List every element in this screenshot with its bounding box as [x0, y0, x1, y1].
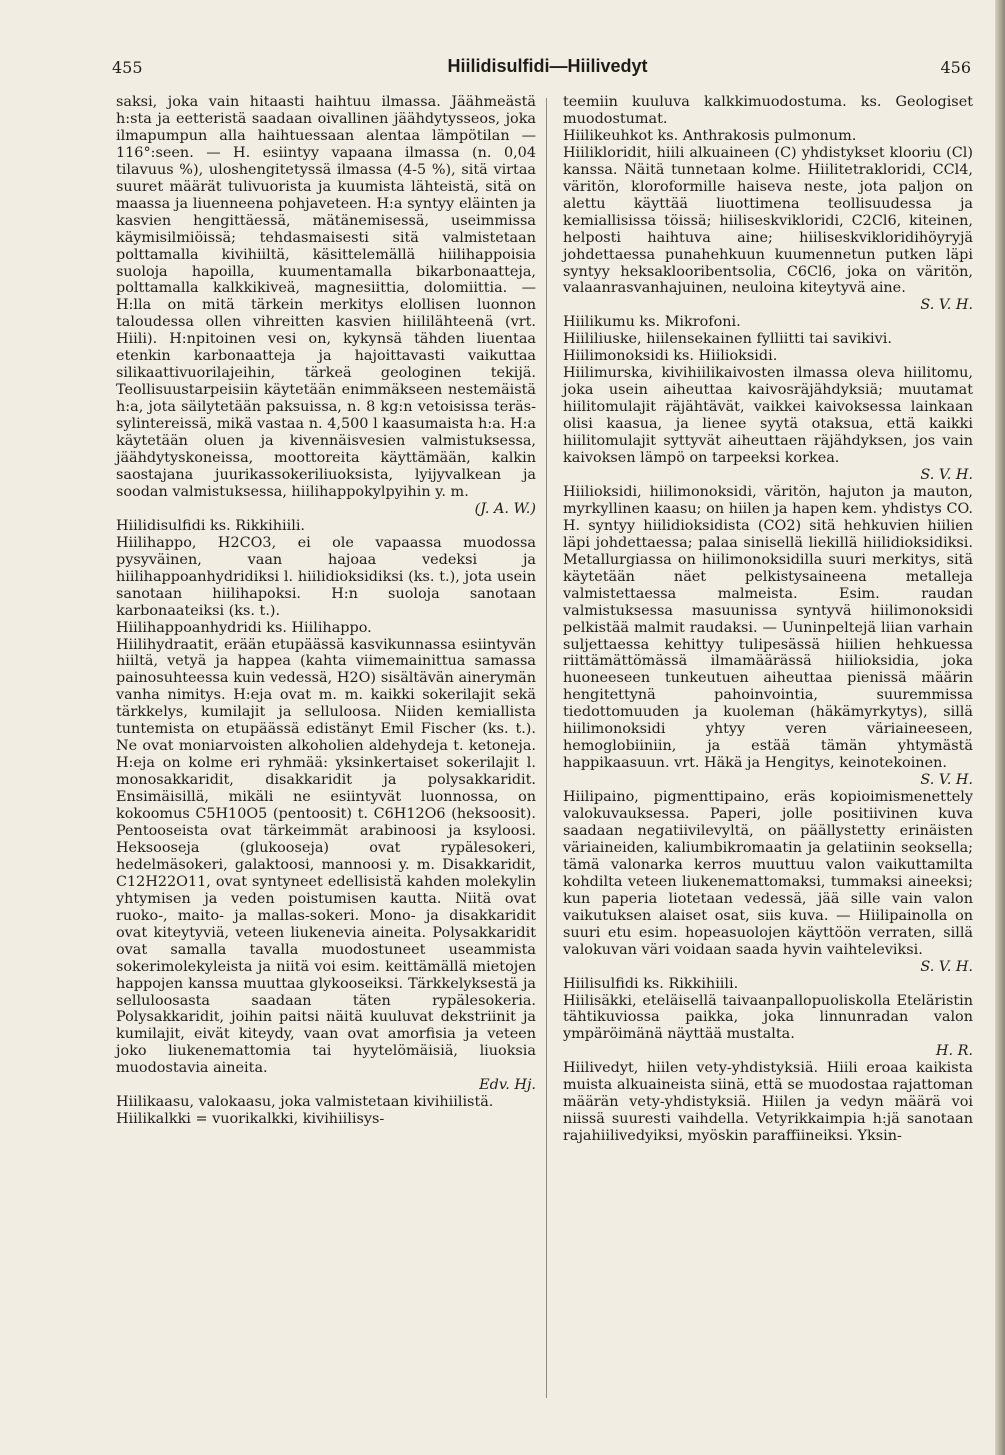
- page-header: [112, 50, 983, 84]
- entry: Hiilioksidi, hiilimonoksidi, väritön, hajuton ja mauton, myrkyllinen kaasu; on hiilen ja hapen kem. yhdistys CO. H. syntyy hiilidioksidista (CO2) sitä hehkuvien hiilien läpi johdettaessa; palaa sinisellä liekillä hiilidioksidiksi. Metallurgiassa on hiilimonoksidilla suuri merkitys, sitä käytetään näet pelkistysaineena metalleja valmistettaessa malmeista. Esim. raudan valmistuksessa masuunissa syntyvä hiilimonoksidi pelkistää malmit raudaksi. — Uuninpeltejä liian varhain suljettaessa kehittyy tulipesässä hiilien hehkuessa riittämättömässä ilmamäärässä hiilioksidia, joka huoneeseen tunkeutuen aiheuttaa pienissä määrin hengitettynä pahoinvointia, suuremmissa tiedottomuuden ja kuoleman (häkämyrkytys), sillä hiilimonoksidi yhtyy veren väriaineeseen, hemoglobiiniin, ja estää tämän yhtymästä happikaasuun. vrt. Häkä ja Hengitys, keinotekoinen.: [563, 483, 973, 772]
- signature: H. R.: [935, 1043, 973, 1060]
- entry: Hiilimurska, kivihiilikaivosten ilmassa oleva hiilitomu, joka usein aiheuttaa kaivosräjähdyksiä; muutamat hiilitomulajit räjähtävät, vaikkei kaivoksessa lainkaan olisi kaasua, ja lienee syytä otaksua, että kaikki hiilitomulajit syttyvät aiheuttaen räjähdyksen, jos vain kaivoksen lämpö on tarpeeksi korkea.: [563, 365, 973, 467]
- entry: Hiilikeuhkot ks. Anthrakosis pulmonum.: [563, 127, 857, 144]
- page-number-left: 455: [112, 58, 143, 77]
- right-column: [563, 94, 973, 1145]
- entry: Hiilidisulfidi ks. Rikkihiili.: [116, 517, 306, 534]
- signature: S. V. H.: [920, 958, 973, 975]
- running-title: Hiilidisulfidi—Hiilivedyt: [447, 56, 648, 76]
- left-column: [116, 94, 536, 1128]
- signature: S. V. H.: [920, 297, 973, 314]
- entry: Hiililiuske, hiilensekainen fylliitti tai savikivi.: [563, 331, 892, 348]
- entry: Hiilikumu ks. Mikrofoni.: [563, 314, 741, 331]
- signature: Edv. Hj.: [479, 1077, 536, 1094]
- signature: S. V. H.: [920, 466, 973, 483]
- signature: S. V. H.: [920, 772, 973, 789]
- entry: Hiilihydraatit, erään etupäässä kasvikunnassa esiintyvän hiiltä, vetyä ja happea (kahta viimemainittua samassa painosuhteessa kuin vedessä, H2O) sisältävän ainerymän vanha nimitys. H:eja ovat m. m. kaikki sokerilajit sekä tärkkelys, kumilajit ja selluloosa. Niiden kemiallista tuntemista on etupäässä edistänyt Emil Fischer (ks. t.). Ne ovat moniarvoisten alkoholien aldehydeja t. ketoneja. H:eja on kolme eri ryhmää: yksinkertaiset sokerilajit l. monosakkaridit, disakkaridit ja polysakkaridit. Ensimäisillä, mikäli ne esiintyvät luonnossa, on kokoomus C5H10O5 (pentoosit) t. C6H12O6 (heksoosit). Pentooseista ovat tärkeimmät arabinoosi ja ksyloosi. Heksooseja (glukooseja) ovat rypälesokeri, hedelmäsokeri, galaktoosi, mannoosi y. m. Disakkaridit, C12H22O11, ovat syntyneet edellisistä kahden molekylin yhtymisen ja veden poistumisen kautta. Niitä ovat ruoko-, maito- ja mallas-sokeri. Mono- ja disakkaridit ovat kiteytyviä, veteen liukenevia aineita. Polysakkaridit ovat samalla tavalla muodostuneet useammista sokerimolekyleista ja niitä voi esim. keittämällä mietojen happojen kanssa muuttaa glykooseiksi. Tärkkelyksestä ja selluloosasta saadaan täten rypälesokeria. Polysakkaridit, joihin paitsi näitä kuuluvat dekstriinit ja kumilajit, eivät kiteydy, vaan ovat amorfisia ja veteen joko liukenemattomia tai hyytelömäisiä, liuoksia muodostavia aineita.: [116, 636, 536, 1077]
- signature: (J. A. W.): [474, 500, 536, 517]
- entry: Hiilimonoksidi ks. Hiilioksidi.: [563, 348, 778, 365]
- entry: Hiilikloridit, hiili alkuaineen (C) yhdistykset klooriu (Cl) kanssa. Näitä tunnetaan kolme. Hiilitetrakloridi, CCl4, väritön, kloroformille haiseva neste, jota paljon on alettu käyttää liuottimena teollisuudessa ja kemiallisissa töissä; hiiliseskvikloridi, C2Cl6, kiteinen, helposti haihtuva aine; hiiliseskvikloridihöyryjä johdettaessa punahehkuun kuumennetun putken läpi syntyy heksaklooribentsolia, C6Cl6, joka on väritön, valaanrasvanhajuinen, neuloina kiteytyvä aine.: [563, 144, 973, 297]
- entry: Hiilivedyt, hiilen vety-yhdistyksiä. Hiili eroaa kaikista muista alkuaineista siinä, että se muodostaa rajattoman määrän vety-yhdistyksiä. Hiilen ja vedyn määrä voi niissä suuresti vaihdella. Vetyrikkaimpia h:jä sanotaan rajahiilivedyiksi, myöskin paraffiineiksi. Yksin-: [563, 1060, 973, 1145]
- page-edge-shadow: [995, 0, 1005, 1455]
- entry: Hiilikalkki = vuorikalkki, kivihiilisys-: [116, 1111, 385, 1128]
- column-divider: [546, 98, 547, 1398]
- paragraph: teemiin kuuluva kalkkimuodostuma. ks. Geologiset muodostumat.: [563, 94, 973, 127]
- entry: Hiilisulfidi ks. Rikkihiili.: [563, 975, 739, 992]
- entry: Hiilihappoanhydridi ks. Hiilihappo.: [116, 619, 372, 636]
- entry: Hiilipaino, pigmenttipaino, eräs kopioimismenettely valokuvauksessa. Paperi, jolle positiivinen kuva saadaan negatiivilevyltä, on päällystetty erinäisten väriaineiden, kaliumbikromaatin ja gelatiinin seoksella; tämä valonarka kerros muuttuu valon vaikuttamilta kohdilta veteen liukenemattomaksi, tummaksi aineeksi; kun paperia liotetaan vedessä, jää sille vain valon vaikutuksen alaiset osat, siis kuva. — Hiilipainolla on suuri etu esim. hopeasuolojen käyttöön verraten, sillä valokuvan väri voidaan saada hyvin vaihteleviksi.: [563, 789, 973, 958]
- entry: Hiilisäkki, eteläisellä taivaanpallopuoliskolla Eteläristin tähtikuviossa paikka, joka linnunradan valon ympäröimänä näyttää mustalta.: [563, 992, 973, 1043]
- entry: Hiilikaasu, valokaasu, joka valmistetaan kivihiilistä.: [116, 1094, 494, 1111]
- paragraph: saksi, joka vain hitaasti haihtuu ilmassa. Jäähmeästä h:sta ja eetteristä saadaan oivallinen jäähdytysseos, joka ilmapumpun alla haihtuessaan alentaa lämpötilan — 116°:seen. — H. esiintyy vapaana ilmassa (n. 0,04 tilavuus %), uloshengitetyssä ilmassa (4-5 %), sitä virtaa suuret määrät tulivuorista ja kuumista lähteistä, sitä on maassa ja liuenneena pohjaveteen. H:a syntyy eläinten ja kasvien hengittäessä, mätänemisessä, useimmissa käymisilmiöissä; tehdasmaisesti sitä valmistetaan polttamalla kivihiiltä, käsittelemällä hiilihappoisia suoloja hapoilla, kuumentamalla bikarbonaatteja, polttamalla kalkkikiveä, magnesiittia, dolomiittia. — H:lla on mitä tärkein merkitys elollisen luonnon taloudessa ollen vihreitten kasvien hiililähteenä (vrt. Hiili). H:npitoinen vesi on, kykynsä tähden liuentaa etenkin karbonaatteja ja hajoittavasti vaikuttaa silikaattivuorilajeihin, tärkeä geologinen tekijä. Teollisuustarpeisiin käytetään enimmäkseen nestemäistä h:a, jota säilytetään paksuissa, n. 8 kg:n vetoisissa teräs-sylintereissä, mikä vastaa n. 4,500 l kaasumaista h:a. H:a käytetään oluen ja kivennäisvesien valmistuksessa, jäähdytyskoneissa, moottoreita käyttämään, kalkin saostajana juurikassokeriliuoksista, lyijyvalkean ja soodan valmistuksessa, hiilihappokylpyihin y. m.: [116, 94, 536, 500]
- entry: Hiilihappo, H2CO3, ei ole vapaassa muodossa pysyväinen, vaan hajoaa vedeksi ja hiilihappoanhydridiksi l. hiilidioksidiksi (ks. t.), jota usein sanotaan hiilihapoksi. H:n suoloja sanotaan karbonaateiksi (ks. t.).: [116, 534, 536, 619]
- page-number-right: 456: [940, 58, 971, 77]
